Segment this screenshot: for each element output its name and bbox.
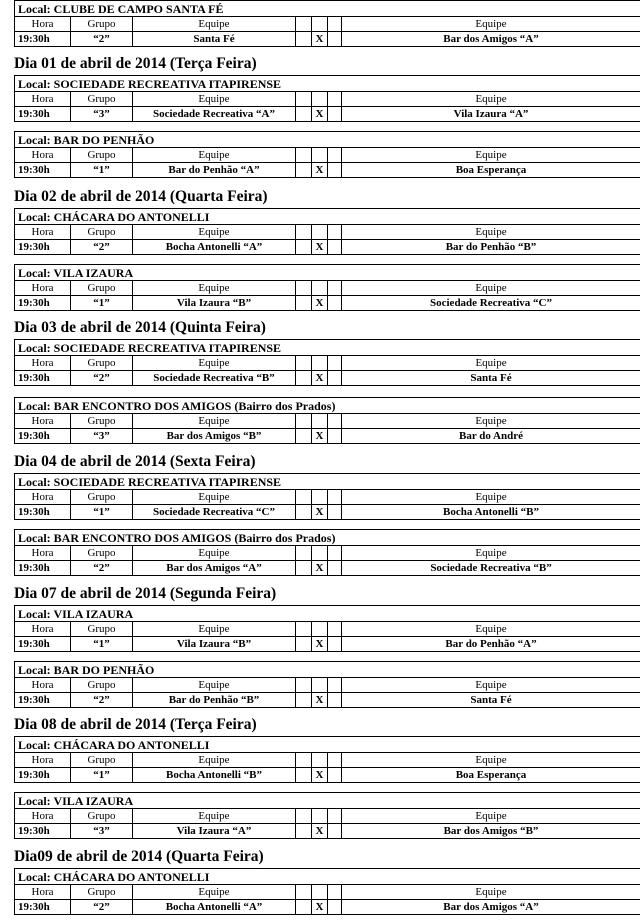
- header-blank: [328, 753, 342, 768]
- header-blank: [312, 885, 328, 900]
- match-group: “1”: [71, 768, 133, 783]
- home-team: Vila Izaura “A”: [133, 824, 296, 839]
- venue-label: Local: SOCIEDADE RECREATIVA ITAPIRENSE: [15, 340, 640, 356]
- away-score: [328, 163, 342, 178]
- home-team: Bar do Penhão “B”: [133, 693, 296, 708]
- header-blank: [296, 281, 312, 296]
- match-time: 19:30h: [15, 505, 71, 520]
- header-blank: [312, 753, 328, 768]
- header-equipe-away: Equipe: [342, 356, 640, 371]
- header-row: [15, 281, 640, 296]
- versus-mark: X: [312, 240, 328, 255]
- match-row: [15, 693, 640, 708]
- home-team: Bocha Antonelli “B”: [133, 768, 296, 783]
- header-equipe-away: Equipe: [342, 622, 640, 637]
- home-score: [296, 240, 312, 255]
- header-blank: [296, 148, 312, 163]
- home-score: [296, 163, 312, 178]
- match-row: [15, 240, 640, 255]
- venue-row: [15, 398, 640, 414]
- header-row: [15, 490, 640, 505]
- match-table: [14, 264, 640, 311]
- header-grupo: Grupo: [71, 356, 133, 371]
- away-team: Bar do Penhão “B”: [342, 240, 640, 255]
- versus-mark: X: [312, 296, 328, 311]
- home-score: [296, 32, 312, 47]
- match-row: [15, 900, 640, 915]
- header-blank: [296, 225, 312, 240]
- header-blank: [296, 809, 312, 824]
- match-time: 19:30h: [15, 107, 71, 122]
- away-score: [328, 561, 342, 576]
- header-blank: [296, 356, 312, 371]
- header-blank: [312, 281, 328, 296]
- home-team: Vila Izaura “B”: [133, 296, 296, 311]
- match-table: [14, 736, 640, 783]
- header-equipe-home: Equipe: [133, 92, 296, 107]
- header-blank: [328, 225, 342, 240]
- away-team: Boa Esperança: [342, 163, 640, 178]
- header-row: [15, 225, 640, 240]
- away-score: [328, 296, 342, 311]
- header-blank: [312, 490, 328, 505]
- header-hora: Hora: [15, 490, 71, 505]
- match-row: [15, 429, 640, 444]
- versus-mark: X: [312, 561, 328, 576]
- header-row: [15, 546, 640, 561]
- day-heading: Dia09 de abril de 2014 (Quarta Feira): [14, 848, 264, 865]
- versus-mark: X: [312, 768, 328, 783]
- away-team: Sociedade Recreativa “C”: [342, 296, 640, 311]
- versus-mark: X: [312, 824, 328, 839]
- header-hora: Hora: [15, 546, 71, 561]
- match-table: [14, 473, 640, 520]
- header-equipe-away: Equipe: [342, 225, 640, 240]
- venue-label: Local: VILA IZAURA: [15, 606, 640, 622]
- header-equipe-home: Equipe: [133, 148, 296, 163]
- away-team: Bar dos Amigos “B”: [342, 824, 640, 839]
- header-hora: Hora: [15, 225, 71, 240]
- header-blank: [296, 92, 312, 107]
- versus-mark: X: [312, 693, 328, 708]
- home-team: Sociedade Recreativa “C”: [133, 505, 296, 520]
- venue-label: Local: BAR DO PENHÃO: [15, 662, 640, 678]
- venue-label: Local: VILA IZAURA: [15, 265, 640, 281]
- match-table: [14, 605, 640, 652]
- match-row: [15, 561, 640, 576]
- match-table: [14, 868, 640, 915]
- match-row: [15, 768, 640, 783]
- match-table: [14, 339, 640, 386]
- match-time: 19:30h: [15, 240, 71, 255]
- versus-mark: X: [312, 637, 328, 652]
- home-score: [296, 429, 312, 444]
- away-score: [328, 32, 342, 47]
- day-heading: Dia 02 de abril de 2014 (Quarta Feira): [14, 188, 268, 205]
- header-blank: [296, 546, 312, 561]
- header-blank: [312, 678, 328, 693]
- away-score: [328, 693, 342, 708]
- venue-label: Local: BAR ENCONTRO DOS AMIGOS (Bairro dos Prados): [15, 398, 640, 414]
- away-score: [328, 637, 342, 652]
- header-equipe-away: Equipe: [342, 92, 640, 107]
- match-time: 19:30h: [15, 296, 71, 311]
- home-score: [296, 637, 312, 652]
- match-group: “1”: [71, 163, 133, 178]
- home-score: [296, 296, 312, 311]
- header-blank: [296, 885, 312, 900]
- header-row: [15, 809, 640, 824]
- home-score: [296, 693, 312, 708]
- header-row: [15, 148, 640, 163]
- match-table: [14, 661, 640, 708]
- header-blank: [312, 17, 328, 32]
- venue-row: [15, 606, 640, 622]
- header-blank: [328, 622, 342, 637]
- header-blank: [312, 622, 328, 637]
- match-group: “2”: [71, 240, 133, 255]
- away-score: [328, 505, 342, 520]
- header-grupo: Grupo: [71, 414, 133, 429]
- match-group: “1”: [71, 296, 133, 311]
- venue-row: [15, 209, 640, 225]
- header-blank: [328, 281, 342, 296]
- match-row: [15, 107, 640, 122]
- versus-mark: X: [312, 505, 328, 520]
- header-blank: [296, 490, 312, 505]
- away-team: Boa Esperança: [342, 768, 640, 783]
- away-team: Santa Fé: [342, 371, 640, 386]
- header-equipe-home: Equipe: [133, 281, 296, 296]
- venue-row: [15, 869, 640, 885]
- home-team: Bar do Penhão “A”: [133, 163, 296, 178]
- match-group: “2”: [71, 693, 133, 708]
- header-blank: [312, 546, 328, 561]
- venue-row: [15, 132, 640, 148]
- versus-mark: X: [312, 429, 328, 444]
- header-row: [15, 622, 640, 637]
- header-equipe-away: Equipe: [342, 678, 640, 693]
- versus-mark: X: [312, 900, 328, 915]
- header-equipe-away: Equipe: [342, 809, 640, 824]
- match-row: [15, 505, 640, 520]
- header-row: [15, 678, 640, 693]
- away-score: [328, 240, 342, 255]
- header-blank: [328, 92, 342, 107]
- header-blank: [328, 490, 342, 505]
- header-equipe-home: Equipe: [133, 753, 296, 768]
- header-grupo: Grupo: [71, 753, 133, 768]
- venue-label: Local: CHÁCARA DO ANTONELLI: [15, 209, 640, 225]
- home-score: [296, 107, 312, 122]
- home-team: Bocha Antonelli “A”: [133, 240, 296, 255]
- home-team: Sociedade Recreativa “B”: [133, 371, 296, 386]
- match-table: [14, 131, 640, 178]
- away-team: Santa Fé: [342, 693, 640, 708]
- home-score: [296, 505, 312, 520]
- header-equipe-away: Equipe: [342, 753, 640, 768]
- header-equipe-home: Equipe: [133, 622, 296, 637]
- away-score: [328, 429, 342, 444]
- venue-label: Local: SOCIEDADE RECREATIVA ITAPIRENSE: [15, 474, 640, 490]
- header-equipe-home: Equipe: [133, 678, 296, 693]
- header-hora: Hora: [15, 92, 71, 107]
- header-grupo: Grupo: [71, 92, 133, 107]
- match-time: 19:30h: [15, 429, 71, 444]
- venue-row: [15, 76, 640, 92]
- away-score: [328, 371, 342, 386]
- header-equipe-home: Equipe: [133, 17, 296, 32]
- away-team: Sociedade Recreativa “B”: [342, 561, 640, 576]
- versus-mark: X: [312, 163, 328, 178]
- header-equipe-home: Equipe: [133, 546, 296, 561]
- header-equipe-home: Equipe: [133, 356, 296, 371]
- match-group: “1”: [71, 637, 133, 652]
- venue-row: [15, 530, 640, 546]
- header-equipe-away: Equipe: [342, 490, 640, 505]
- day-heading: Dia 01 de abril de 2014 (Terça Feira): [14, 55, 257, 72]
- match-table: [14, 75, 640, 122]
- match-group: “2”: [71, 32, 133, 47]
- venue-row: [15, 474, 640, 490]
- match-row: [15, 32, 640, 47]
- header-equipe-home: Equipe: [133, 809, 296, 824]
- match-row: [15, 296, 640, 311]
- home-team: Bar dos Amigos “A”: [133, 561, 296, 576]
- header-hora: Hora: [15, 17, 71, 32]
- header-grupo: Grupo: [71, 17, 133, 32]
- away-team: Bar dos Amigos “A”: [342, 32, 640, 47]
- match-table: [14, 529, 640, 576]
- header-blank: [328, 17, 342, 32]
- match-time: 19:30h: [15, 824, 71, 839]
- away-score: [328, 107, 342, 122]
- away-team: Bar dos Amigos “A”: [342, 900, 640, 915]
- header-blank: [328, 356, 342, 371]
- header-hora: Hora: [15, 281, 71, 296]
- home-score: [296, 900, 312, 915]
- venue-row: [15, 1, 640, 17]
- match-time: 19:30h: [15, 900, 71, 915]
- header-equipe-away: Equipe: [342, 148, 640, 163]
- match-group: “2”: [71, 900, 133, 915]
- venue-label: Local: CLUBE DE CAMPO SANTA FÉ: [15, 1, 640, 17]
- home-score: [296, 768, 312, 783]
- header-grupo: Grupo: [71, 490, 133, 505]
- home-score: [296, 371, 312, 386]
- header-grupo: Grupo: [71, 546, 133, 561]
- header-blank: [296, 622, 312, 637]
- header-blank: [328, 414, 342, 429]
- header-blank: [312, 809, 328, 824]
- venue-label: Local: SOCIEDADE RECREATIVA ITAPIRENSE: [15, 76, 640, 92]
- header-row: [15, 356, 640, 371]
- header-grupo: Grupo: [71, 281, 133, 296]
- venue-row: [15, 340, 640, 356]
- match-time: 19:30h: [15, 561, 71, 576]
- versus-mark: X: [312, 32, 328, 47]
- home-score: [296, 824, 312, 839]
- header-blank: [312, 148, 328, 163]
- header-grupo: Grupo: [71, 885, 133, 900]
- header-equipe-home: Equipe: [133, 490, 296, 505]
- home-team: Bar dos Amigos “B”: [133, 429, 296, 444]
- header-blank: [312, 92, 328, 107]
- home-team: Santa Fé: [133, 32, 296, 47]
- header-grupo: Grupo: [71, 622, 133, 637]
- day-heading: Dia 04 de abril de 2014 (Sexta Feira): [14, 453, 256, 470]
- away-score: [328, 824, 342, 839]
- header-hora: Hora: [15, 678, 71, 693]
- header-grupo: Grupo: [71, 225, 133, 240]
- header-blank: [328, 885, 342, 900]
- header-hora: Hora: [15, 414, 71, 429]
- header-blank: [328, 678, 342, 693]
- day-heading: Dia 08 de abril de 2014 (Terça Feira): [14, 716, 257, 733]
- venue-label: Local: BAR DO PENHÃO: [15, 132, 640, 148]
- header-blank: [296, 753, 312, 768]
- away-team: Vila Izaura “A”: [342, 107, 640, 122]
- header-row: [15, 92, 640, 107]
- header-hora: Hora: [15, 809, 71, 824]
- home-score: [296, 561, 312, 576]
- away-team: Bocha Antonelli “B”: [342, 505, 640, 520]
- header-equipe-away: Equipe: [342, 281, 640, 296]
- header-row: [15, 414, 640, 429]
- header-blank: [328, 546, 342, 561]
- match-time: 19:30h: [15, 32, 71, 47]
- match-row: [15, 824, 640, 839]
- venue-label: Local: CHÁCARA DO ANTONELLI: [15, 737, 640, 753]
- header-equipe-home: Equipe: [133, 885, 296, 900]
- home-team: Sociedade Recreativa “A”: [133, 107, 296, 122]
- match-time: 19:30h: [15, 693, 71, 708]
- header-blank: [312, 414, 328, 429]
- header-hora: Hora: [15, 885, 71, 900]
- header-row: [15, 17, 640, 32]
- match-table: [14, 208, 640, 255]
- versus-mark: X: [312, 371, 328, 386]
- venue-row: [15, 662, 640, 678]
- header-equipe-away: Equipe: [342, 546, 640, 561]
- header-equipe-home: Equipe: [133, 414, 296, 429]
- header-blank: [296, 17, 312, 32]
- header-equipe-away: Equipe: [342, 414, 640, 429]
- header-hora: Hora: [15, 622, 71, 637]
- match-group: “1”: [71, 505, 133, 520]
- match-time: 19:30h: [15, 768, 71, 783]
- versus-mark: X: [312, 107, 328, 122]
- day-heading: Dia 07 de abril de 2014 (Segunda Feira): [14, 585, 277, 602]
- header-row: [15, 753, 640, 768]
- header-blank: [296, 414, 312, 429]
- header-grupo: Grupo: [71, 678, 133, 693]
- day-heading: Dia 03 de abril de 2014 (Quinta Feira): [14, 319, 266, 336]
- match-time: 19:30h: [15, 163, 71, 178]
- header-grupo: Grupo: [71, 148, 133, 163]
- header-blank: [312, 356, 328, 371]
- match-group: “3”: [71, 429, 133, 444]
- header-hora: Hora: [15, 753, 71, 768]
- home-team: Vila Izaura “B”: [133, 637, 296, 652]
- match-table: [14, 0, 640, 47]
- away-score: [328, 900, 342, 915]
- venue-row: [15, 793, 640, 809]
- venue-row: [15, 265, 640, 281]
- venue-label: Local: VILA IZAURA: [15, 793, 640, 809]
- match-group: “3”: [71, 107, 133, 122]
- match-row: [15, 371, 640, 386]
- header-grupo: Grupo: [71, 809, 133, 824]
- away-score: [328, 768, 342, 783]
- away-team: Bar do André: [342, 429, 640, 444]
- venue-label: Local: CHÁCARA DO ANTONELLI: [15, 869, 640, 885]
- match-time: 19:30h: [15, 637, 71, 652]
- away-team: Bar do Penhão “A”: [342, 637, 640, 652]
- header-blank: [312, 225, 328, 240]
- venue-row: [15, 737, 640, 753]
- header-equipe-away: Equipe: [342, 885, 640, 900]
- match-group: “2”: [71, 561, 133, 576]
- match-table: [14, 397, 640, 444]
- header-blank: [328, 809, 342, 824]
- match-group: “2”: [71, 371, 133, 386]
- venue-label: Local: BAR ENCONTRO DOS AMIGOS (Bairro dos Prados): [15, 530, 640, 546]
- header-blank: [328, 148, 342, 163]
- match-row: [15, 163, 640, 178]
- header-hora: Hora: [15, 148, 71, 163]
- header-hora: Hora: [15, 356, 71, 371]
- match-row: [15, 637, 640, 652]
- header-equipe-away: Equipe: [342, 17, 640, 32]
- match-time: 19:30h: [15, 371, 71, 386]
- header-row: [15, 885, 640, 900]
- match-group: “3”: [71, 824, 133, 839]
- match-table: [14, 792, 640, 839]
- header-blank: [296, 678, 312, 693]
- header-equipe-home: Equipe: [133, 225, 296, 240]
- home-team: Bocha Antonelli “A”: [133, 900, 296, 915]
